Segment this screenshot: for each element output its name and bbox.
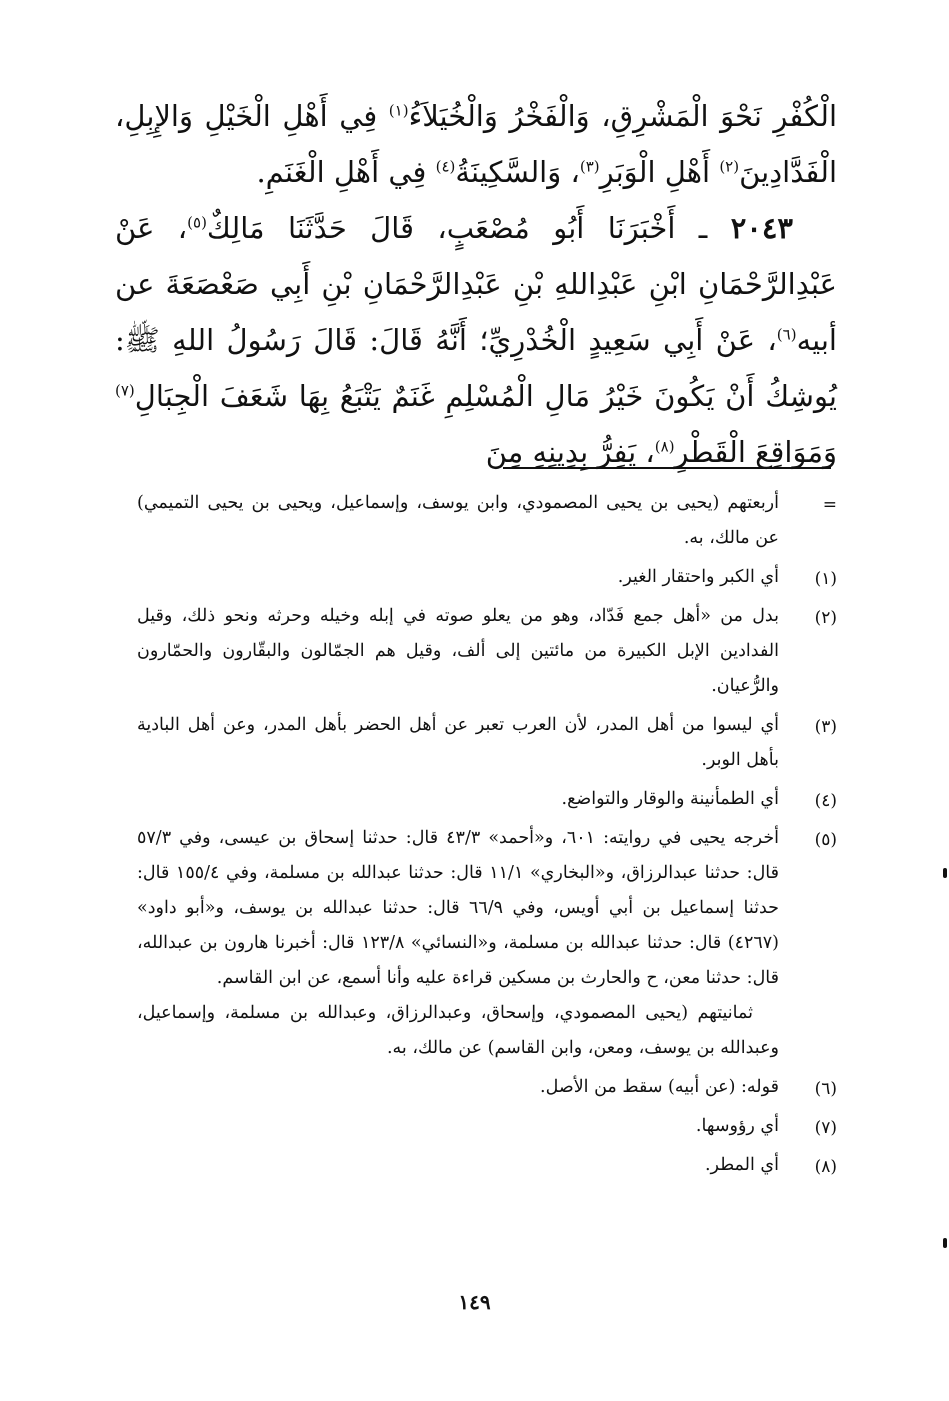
- text-run: الْكُفْرِ نَحْوَ الْمَشْرِقِ، وَالْفَخْرُ وَالْخُيَلاَءُ: [408, 99, 838, 133]
- footnote-ref-5[interactable]: (٥): [187, 213, 207, 232]
- paragraph-continuation: [115, 88, 837, 200]
- text-run: فِي أَهْلِ الْخَيْلِ وَالإِبِلِ، الْفَدَّادِينَ: [115, 99, 837, 189]
- footnotes: [137, 486, 837, 1187]
- main-text: [115, 88, 837, 480]
- footnote-2: [137, 599, 837, 704]
- footnote-text: قوله: (عن أبيه) سقط من الأصل.: [540, 1077, 779, 1097]
- footnote-text: أي المطر.: [704, 1155, 779, 1175]
- footnote-marker: (٢): [814, 608, 837, 628]
- hadith-paragraph: [115, 200, 837, 480]
- footnote-marker: (٦): [814, 1079, 837, 1099]
- footnote-4: [137, 782, 837, 817]
- text-run: ، عَنْ أَبِي سَعِيدٍ الْخُدْرِيِّ؛ أَنَّهُ قَالَ: قَالَ رَسُولُ اللهِ ﷺ: يُوشِكُ أَنْ يَكُونَ خَيْرُ مَالِ الْمُسْلِمِ غَنَمٌ يَتْبَعُ بِهَا شَعَفَ الْجِبَالِ: [115, 323, 837, 413]
- footnote-marker: (٤): [814, 791, 837, 811]
- footnote-text: أي ليسوا من أهل المدر، لأن العرب تعبر عن أهل الحضر بأهل المدر، وعن أهل البادية بأهل الوبر.: [137, 715, 779, 770]
- footnote-ref-1[interactable]: (١): [388, 101, 409, 120]
- footnote-ref-7[interactable]: (٧): [115, 381, 135, 400]
- footnote-marker: (١): [814, 569, 837, 589]
- footnote-ref-8[interactable]: (٨): [654, 437, 675, 456]
- text-run: ، يَفِرُّ بِدِينِهِ مِنَ: [485, 435, 655, 469]
- footnote-marker: (٨): [814, 1157, 837, 1177]
- footnote-marker: (٣): [814, 717, 837, 737]
- footnote-1: [137, 560, 837, 595]
- footnote-ref-4[interactable]: (٤): [435, 157, 456, 176]
- footnote-text: أربعتهم (يحيى بن يحيى المصمودي، وابن يوسف، وإسماعيل، ويحيى بن يحيى التميمي) عن مالك، به.: [137, 493, 779, 548]
- text-run: ، وَالسَّكِينَةُ: [455, 155, 580, 189]
- footnote-8: [137, 1148, 837, 1183]
- footnote-ref-6[interactable]: (٦): [776, 325, 797, 344]
- text-run: أَهْلِ الْوَبَرِ: [599, 155, 720, 189]
- text-run: ـ أَخْبَرَنَا أَبُو مُصْعَبٍ، قَالَ حَدَّثَنَا مَالِكٌ: [206, 211, 731, 245]
- footnote-text: أي الطمأنينة والوقار والتواضع.: [561, 789, 779, 809]
- footnote-text: بدل من «أهل جمع فَدّاد، وهو من يعلو صوته في إبله وخيله وحرثه ونحو ذلك، وقيل الفدادين الإبل الكبيرة من مائتين إلى ألف، وقيل هم الجمّالون والبقّارون والحمّارون والرُّعيان.: [137, 606, 779, 696]
- footnote-3: [137, 708, 837, 778]
- footnote-subtext: ثمانيتهم (يحيى المصمودي، وإسحاق، وعبدالرزاق، وعبدالله بن مسلمة، وإسماعيل، وعبدالله بن يوسف، ومعن، وابن القاسم) عن مالك، به.: [137, 1003, 779, 1058]
- hadith-number: ٢٠٤٣: [730, 211, 793, 245]
- footnote-ref-3[interactable]: (٣): [579, 157, 600, 176]
- footnote-marker: =: [822, 495, 837, 515]
- footnote-6: [137, 1070, 837, 1105]
- footnote-marker: (٥): [814, 830, 837, 850]
- footnote-marker: (٧): [814, 1118, 837, 1138]
- text-run: وَمَوَاقِعَ الْقَطْرِ: [674, 435, 837, 469]
- footnote-text: أي رؤوسها.: [695, 1116, 779, 1136]
- footnote-separator: [503, 467, 831, 469]
- footnote-text: أي الكبر واحتقار الغير.: [617, 567, 779, 587]
- text-run: فِي أَهْلِ الْغَنَمِ.: [256, 155, 436, 189]
- footnote-ref-2[interactable]: (٢): [719, 157, 740, 176]
- text-run: ، عَنْ عَبْدِالرَّحْمَانِ ابْنِ عَبْدِاللهِ بْنِ عَبْدِالرَّحْمَانِ بْنِ أَبِي صَعْصَعَةَ عن أبيه: [115, 211, 837, 357]
- footnote-text: أخرجه يحيى في روايته: ٦٠١، و«أحمد» ٤٣/٣ قال: حدثنا إسحاق بن عيسى، وفي ٥٧/٣ قال: حدثنا عبدالرزاق، و«البخاري» ١١/١ قال: حدثنا عبدالله بن مسلمة، وفي ١٥٥/٤ قال: حدثنا إسماعيل بن أبي أويس، وفي ٦٦/٩ قال: حدثنا عبدالله بن يوسف، و«أبو داود» (٤٢٦٧) قال: حدثنا عبدالله بن مسلمة، و«النسائي» ١٢٣/٨ قال: أخبرنا هارون بن عبدالله، قال: حدثنا معن، ح والحارث بن مسكين قراءة عليه وأنا أسمع، عن ابن القاسم.: [137, 828, 779, 988]
- scan-mark: [943, 868, 947, 878]
- page-number: ١٤٩: [458, 1290, 491, 1314]
- footnote-continuation: [137, 486, 837, 556]
- footnote-5: [137, 821, 837, 1066]
- footnote-7: [137, 1109, 837, 1144]
- scan-mark: [943, 1238, 947, 1248]
